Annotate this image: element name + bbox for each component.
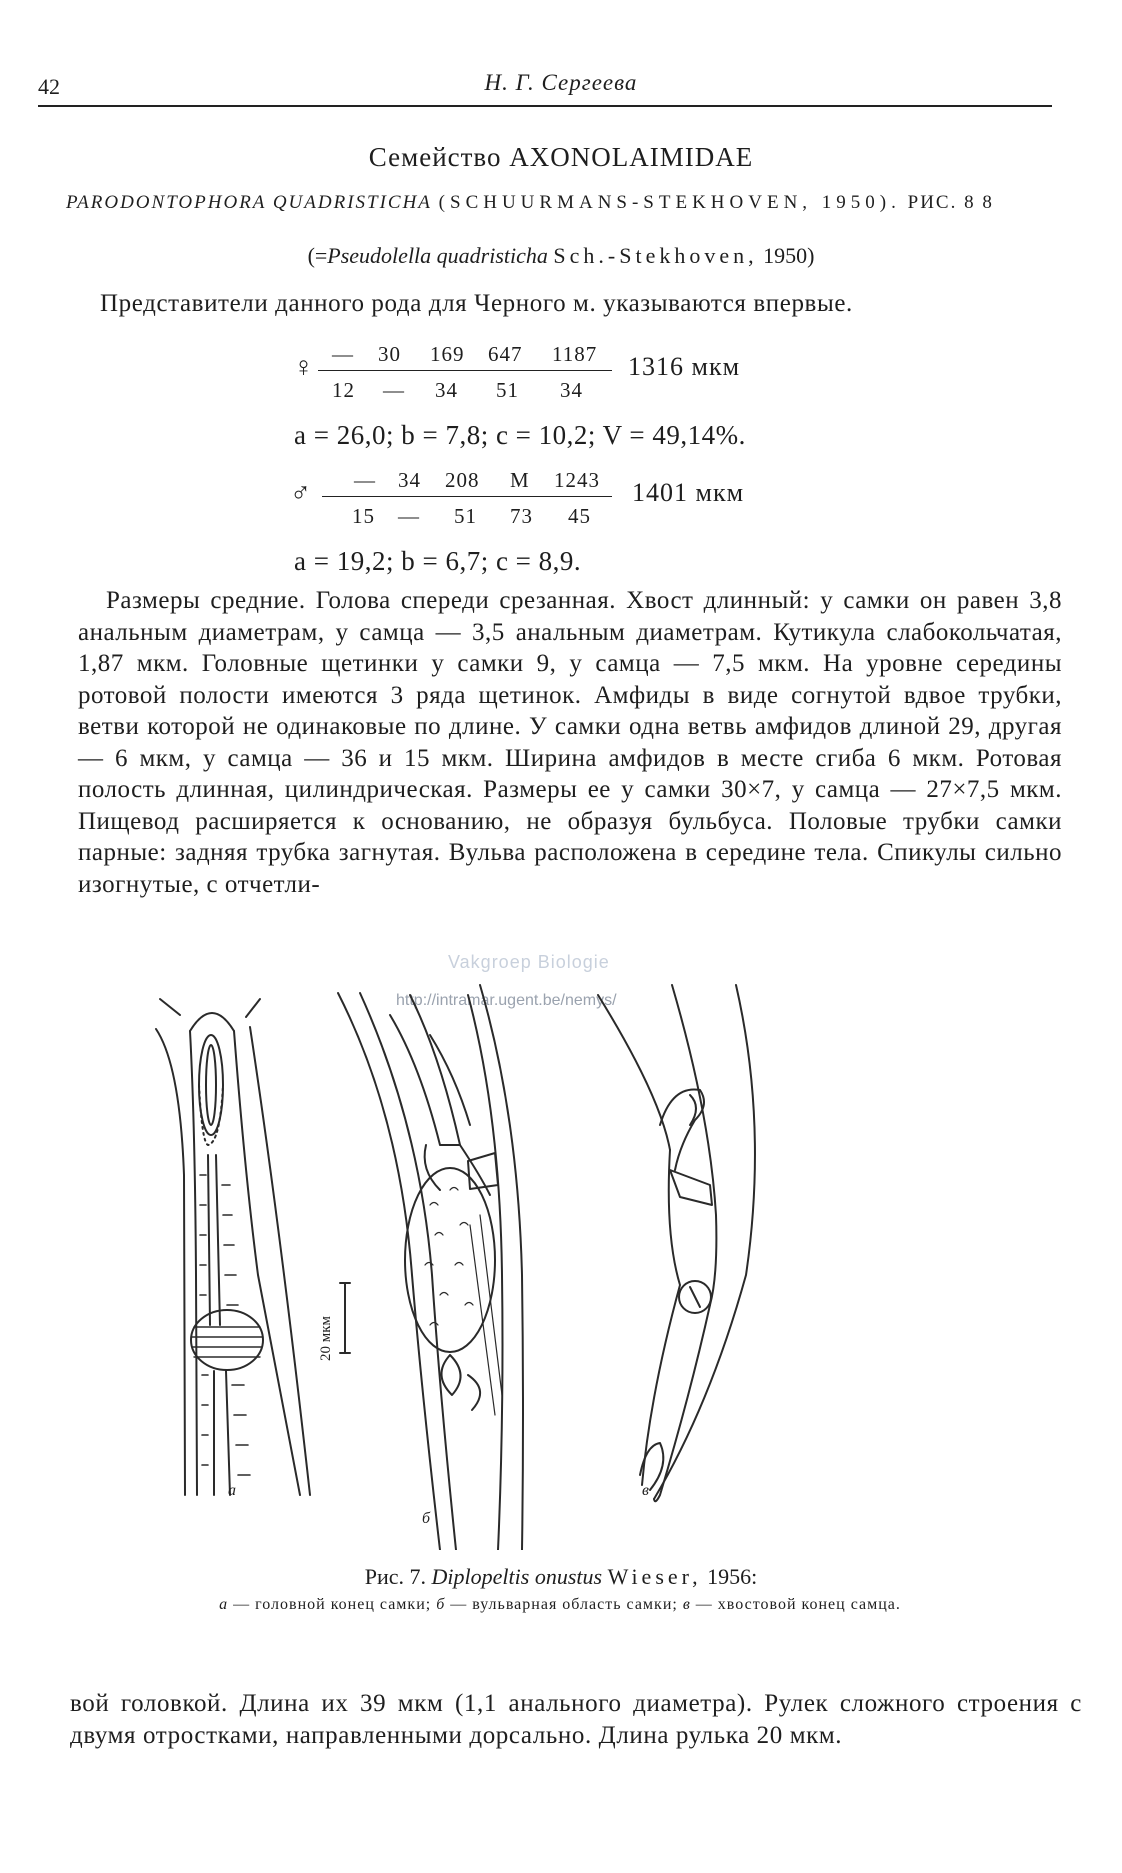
female-den-2: 34 — [435, 378, 458, 402]
intro-text: Представители данного рода для Черного м. указываются впервые. — [100, 290, 853, 317]
species-author: (SCHUURMANS-STEKHOVEN, 1950). — [438, 192, 901, 213]
male-den-4: 45 — [568, 504, 591, 528]
female-num-3: 647 — [488, 342, 523, 366]
species-figure-number: 8 — [982, 192, 994, 213]
male-num-4: 1243 — [554, 468, 600, 492]
panel-a-head-drawing — [156, 999, 310, 1495]
female-fraction-rule — [318, 370, 612, 371]
male-num-3: M — [510, 468, 530, 492]
family-title: Семейство AXONOLAIMIDAE — [368, 142, 754, 172]
female-ratios: a = 26,0; b = 7,8; c = 10,2; V = 49,14%. — [294, 420, 746, 450]
male-symbol: ♂ — [290, 478, 311, 509]
synonym-name: Pseudolella quadristicha — [327, 243, 548, 268]
legend-key-b: б — [436, 1596, 446, 1613]
male-ratios: a = 19,2; b = 6,7; c = 8,9. — [294, 546, 582, 576]
scale-bar-drawing — [340, 1283, 350, 1353]
female-symbol: ♀ — [293, 352, 314, 383]
figure-7-drawings — [150, 975, 970, 1550]
female-num-1: 30 — [378, 342, 401, 366]
male-num-1: 34 — [398, 468, 421, 492]
figure-caption-prefix: Рис. 7. — [364, 1564, 427, 1589]
description-paragraph: Размеры средние. Голова спереди срезанная. Хвост длинный: у самки он равен 3,8 анальным диаметрам, у самца — 3,5 анальным диаметрам. Кутикула слабокольчатая, 1,87 мкм. Головные щетинки у самки 9, у самца — 7,5 мкм. На уровне середины ротовой полости имеются 3 ряда щетинок. Амфиды в виде согнутой вдвое трубки, ветви которой не одинаковые по длине. У самки одна ветвь амфидов длиной 29, другая — 6 мкм, у самца — 36 и 15 мкм. Ширина амфидов в месте сгиба 6 мкм. Ротовая полость длинная, цилиндрическая. Размеры ее у самки 30×7, у самца — 27×7,5 мкм. Пищевод расширяется к основанию, не образуя бульбуса. Половые трубки самки парные: задняя трубка загнутая. Вульва расположена в середине тела. Спикулы сильно изогнутые, с отчетли- — [78, 587, 1062, 898]
synonym-year: 1950) — [763, 243, 815, 268]
page-number: 42 — [38, 74, 60, 99]
synonym-open: (= — [307, 243, 328, 268]
panel-b-vulva-drawing — [338, 985, 523, 1550]
figure-caption-year: 1956: — [707, 1564, 758, 1589]
male-den-0: 15 — [352, 504, 375, 528]
male-den-1: — — [398, 504, 420, 528]
figure-caption — [0, 1564, 1122, 1590]
species-heading — [66, 192, 1056, 214]
species-name: PARODONTOPHORA QUADRISTICHA — [66, 192, 432, 213]
male-fraction-rule — [322, 496, 612, 497]
synonym-line — [0, 243, 1122, 269]
legend-text-c: — хвостовой конец самца. — [695, 1596, 901, 1613]
panel-label-a: а — [228, 1482, 236, 1499]
male-total-length: 1401 мкм — [632, 478, 745, 507]
running-head: Н. Г. Сергеева — [484, 70, 638, 95]
female-num-0: — — [332, 342, 354, 366]
female-den-0: 12 — [332, 378, 355, 402]
legend-text-b: — вульварная область самки; — [450, 1596, 678, 1613]
female-num-2: 169 — [430, 342, 465, 366]
female-den-4: 34 — [560, 378, 583, 402]
legend-text-a: — головной конец самки; — [233, 1596, 432, 1613]
female-total-length: 1316 мкм — [628, 352, 741, 381]
watermark-institution: Vakgroep Biologie — [448, 952, 610, 972]
header-rule — [38, 105, 1052, 107]
figure-caption-author: Wieser, — [607, 1564, 702, 1589]
male-den-3: 73 — [510, 504, 533, 528]
female-num-4: 1187 — [552, 342, 598, 366]
watermark-url: http://intramar.ugent.be/nemys/ — [396, 992, 617, 1009]
scale-bar-label: 20 мкм — [318, 1315, 334, 1361]
male-num-2: 208 — [445, 468, 480, 492]
panel-label-c: в — [642, 1482, 649, 1499]
legend-key-c: в — [682, 1596, 691, 1613]
species-figure-ref: РИС. 8 — [907, 192, 976, 213]
female-den-1: — — [383, 378, 405, 402]
synonym-author: Sch.-Stekhoven, — [553, 243, 758, 268]
figure-legend — [160, 1594, 960, 1615]
closing-paragraph: вой головкой. Длина их 39 мкм (1,1 анального диаметра). Рулек сложного строения с двумя отростками, направленными дорсально. Длина рулька 20 мкм. — [70, 1690, 1082, 1749]
panel-label-b: б — [422, 1510, 431, 1527]
male-num-0: — — [354, 468, 376, 492]
male-den-2: 51 — [454, 504, 477, 528]
panel-c-tail-drawing — [598, 985, 755, 1501]
female-den-3: 51 — [496, 378, 519, 402]
figure-caption-species: Diplopeltis onustus — [431, 1564, 603, 1589]
legend-key-a: а — [219, 1596, 229, 1613]
